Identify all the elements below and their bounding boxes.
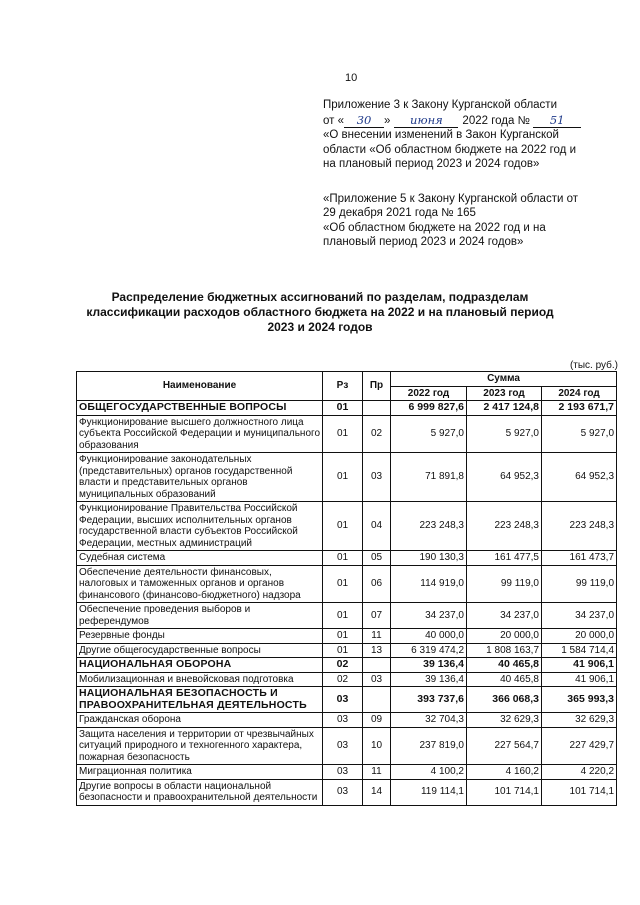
table-row — [77, 565, 617, 603]
row-amount-2022: 119 114,1 — [391, 779, 467, 805]
table-row — [77, 779, 617, 805]
row-amount-2023: 5 927,0 — [467, 415, 542, 453]
row-rz: 01 — [323, 502, 363, 551]
row-name: Резервные фонды — [77, 629, 323, 644]
header-name: Наименование — [77, 372, 323, 401]
row-name: Другие общегосударственные вопросы — [77, 643, 323, 658]
row-pr — [363, 687, 391, 713]
row-rz: 02 — [323, 672, 363, 687]
row-amount-2023: 227 564,7 — [467, 727, 542, 765]
row-name: ОБЩЕГОСУДАРСТВЕННЫЕ ВОПРОСЫ — [77, 401, 323, 416]
handwritten-month: июня — [394, 113, 458, 129]
row-name: Мобилизационная и вневойсковая подготовка — [77, 672, 323, 687]
row-amount-2024: 1 584 714,4 — [542, 643, 617, 658]
row-name: НАЦИОНАЛЬНАЯ БЕЗОПАСНОСТЬ И ПРАВООХРАНИТЕЛЬНАЯ ДЕЯТЕЛЬНОСТЬ — [77, 687, 323, 713]
row-pr: 03 — [363, 453, 391, 502]
row-rz: 01 — [323, 415, 363, 453]
law-reference-header — [323, 98, 633, 250]
row-amount-2022: 393 737,6 — [391, 687, 467, 713]
table-row — [77, 502, 617, 551]
row-pr: 02 — [363, 415, 391, 453]
row-name: Судебная система — [77, 551, 323, 566]
row-pr: 13 — [363, 643, 391, 658]
row-amount-2024: 41 906,1 — [542, 658, 617, 673]
row-amount-2023: 40 465,8 — [467, 658, 542, 673]
title-line-1: Распределение бюджетных ассигнований по разделам, подразделам — [111, 290, 529, 304]
row-rz: 01 — [323, 565, 363, 603]
row-pr: 03 — [363, 672, 391, 687]
table-row — [77, 629, 617, 644]
row-amount-2024: 223 248,3 — [542, 502, 617, 551]
row-name: Функционирование высшего должностного лица субъекта Российской Федерации и муниципального образования — [77, 415, 323, 453]
row-amount-2024: 5 927,0 — [542, 415, 617, 453]
table-row — [77, 551, 617, 566]
table-row — [77, 453, 617, 502]
row-amount-2024: 227 429,7 — [542, 727, 617, 765]
row-amount-2022: 39 136,4 — [391, 672, 467, 687]
row-amount-2022: 39 136,4 — [391, 658, 467, 673]
row-rz: 01 — [323, 401, 363, 416]
units-label: (тыс. руб.) — [569, 360, 618, 371]
header-spacer — [323, 172, 633, 192]
row-pr: 11 — [363, 765, 391, 780]
row-amount-2023: 99 119,0 — [467, 565, 542, 603]
budget-table — [76, 371, 617, 806]
row-amount-2023: 101 714,1 — [467, 779, 542, 805]
row-pr: 14 — [363, 779, 391, 805]
row-amount-2024: 161 473,7 — [542, 551, 617, 566]
table-row — [77, 765, 617, 780]
row-amount-2022: 114 919,0 — [391, 565, 467, 603]
row-pr — [363, 401, 391, 416]
table-row — [77, 658, 617, 673]
handwritten-law-number: 51 — [533, 113, 581, 129]
header-2023: 2023 год — [467, 386, 542, 401]
row-amount-2023: 161 477,5 — [467, 551, 542, 566]
header-line-5: на плановый период 2023 и 2024 годов» — [323, 158, 540, 170]
row-amount-2023: 2 417 124,8 — [467, 401, 542, 416]
row-amount-2024: 34 237,0 — [542, 603, 617, 629]
row-amount-2023: 34 237,0 — [467, 603, 542, 629]
table-row — [77, 713, 617, 728]
row-name: НАЦИОНАЛЬНАЯ ОБОРОНА — [77, 658, 323, 673]
header-2022: 2022 год — [391, 386, 467, 401]
table-row — [77, 672, 617, 687]
row-pr: 07 — [363, 603, 391, 629]
row-amount-2024: 99 119,0 — [542, 565, 617, 603]
header-date-prefix: от « — [323, 114, 345, 127]
row-rz: 03 — [323, 713, 363, 728]
row-amount-2022: 34 237,0 — [391, 603, 467, 629]
row-rz: 01 — [323, 643, 363, 658]
header-line-2 — [323, 113, 633, 129]
row-amount-2022: 4 100,2 — [391, 765, 467, 780]
row-amount-2022: 32 704,3 — [391, 713, 467, 728]
row-rz: 03 — [323, 727, 363, 765]
row-rz: 01 — [323, 453, 363, 502]
row-pr: 04 — [363, 502, 391, 551]
table-header — [77, 372, 617, 401]
row-pr: 05 — [363, 551, 391, 566]
row-pr — [363, 658, 391, 673]
header-date-mid: » — [384, 114, 391, 127]
row-amount-2023: 40 465,8 — [467, 672, 542, 687]
table-row — [77, 603, 617, 629]
row-name: Миграционная политика — [77, 765, 323, 780]
header-pr: Пр — [363, 372, 391, 401]
row-rz: 01 — [323, 603, 363, 629]
row-amount-2023: 4 160,2 — [467, 765, 542, 780]
row-amount-2023: 32 629,3 — [467, 713, 542, 728]
row-amount-2022: 237 819,0 — [391, 727, 467, 765]
row-rz: 02 — [323, 658, 363, 673]
row-pr: 10 — [363, 727, 391, 765]
header-line-7: 29 декабря 2021 года № 165 — [323, 207, 476, 219]
row-amount-2024: 365 993,3 — [542, 687, 617, 713]
row-amount-2023: 223 248,3 — [467, 502, 542, 551]
row-name: Гражданская оборона — [77, 713, 323, 728]
header-line-9: плановый период 2023 и 2024 годов» — [323, 236, 524, 248]
row-amount-2022: 223 248,3 — [391, 502, 467, 551]
row-name: Обеспечение деятельности финансовых, налоговых и таможенных органов и органов финансового (финансово-бюджетного) надзора — [77, 565, 323, 603]
row-amount-2024: 4 220,2 — [542, 765, 617, 780]
row-pr: 09 — [363, 713, 391, 728]
table-row — [77, 727, 617, 765]
row-name: Функционирование Правительства Российской Федерации, высших исполнительных органов государственной власти субъектов Российской Федерации, местных администраций — [77, 502, 323, 551]
row-amount-2023: 1 808 163,7 — [467, 643, 542, 658]
row-name: Защита населения и территории от чрезвычайных ситуаций природного и техногенного характера, пожарная безопасность — [77, 727, 323, 765]
row-amount-2024: 64 952,3 — [542, 453, 617, 502]
header-year: 2022 года № — [462, 114, 530, 127]
table-body — [77, 401, 617, 806]
row-amount-2022: 6 999 827,6 — [391, 401, 467, 416]
row-amount-2023: 20 000,0 — [467, 629, 542, 644]
row-amount-2022: 190 130,3 — [391, 551, 467, 566]
row-rz: 03 — [323, 765, 363, 780]
header-line-8: «Об областном бюджете на 2022 год и на — [323, 221, 546, 234]
row-amount-2022: 5 927,0 — [391, 415, 467, 453]
row-rz: 03 — [323, 779, 363, 805]
row-pr: 11 — [363, 629, 391, 644]
title-line-3: 2023 и 2024 годов — [267, 320, 373, 334]
row-name: Другие вопросы в области национальной безопасности и правоохранительной деятельности — [77, 779, 323, 805]
row-pr: 06 — [363, 565, 391, 603]
table-row — [77, 643, 617, 658]
page-number: 10 — [345, 72, 358, 84]
row-rz: 03 — [323, 687, 363, 713]
row-rz: 01 — [323, 551, 363, 566]
row-amount-2023: 366 068,3 — [467, 687, 542, 713]
handwritten-day: 30 — [344, 113, 384, 129]
row-rz: 01 — [323, 629, 363, 644]
table-row — [77, 687, 617, 713]
header-line-1: Приложение 3 к Закону Курганской области — [323, 99, 557, 111]
row-amount-2022: 6 319 474,2 — [391, 643, 467, 658]
row-amount-2024: 20 000,0 — [542, 629, 617, 644]
row-amount-2024: 32 629,3 — [542, 713, 617, 728]
header-2024: 2024 год — [542, 386, 617, 401]
row-name: Обеспечение проведения выборов и референдумов — [77, 603, 323, 629]
header-line-3: «О внесении изменений в Закон Курганской — [323, 129, 559, 141]
header-line-4: области «Об областном бюджете на 2022 год и — [323, 143, 577, 156]
row-name: Функционирование законодательных (представительных) органов государственной власти и представительных органов муниципальных образований — [77, 453, 323, 502]
table-row — [77, 415, 617, 453]
row-amount-2022: 71 891,8 — [391, 453, 467, 502]
header-line-6: «Приложение 5 к Закону Курганской области от — [323, 192, 578, 205]
header-rz: Рз — [323, 372, 363, 401]
row-amount-2024: 101 714,1 — [542, 779, 617, 805]
document-title — [60, 290, 580, 335]
title-line-2: классификации расходов областного бюджета на 2022 и на плановый период — [86, 305, 554, 319]
row-amount-2024: 41 906,1 — [542, 672, 617, 687]
row-amount-2024: 2 193 671,7 — [542, 401, 617, 416]
header-sum: Сумма — [391, 372, 617, 387]
row-amount-2022: 40 000,0 — [391, 629, 467, 644]
row-amount-2023: 64 952,3 — [467, 453, 542, 502]
table-row — [77, 401, 617, 416]
